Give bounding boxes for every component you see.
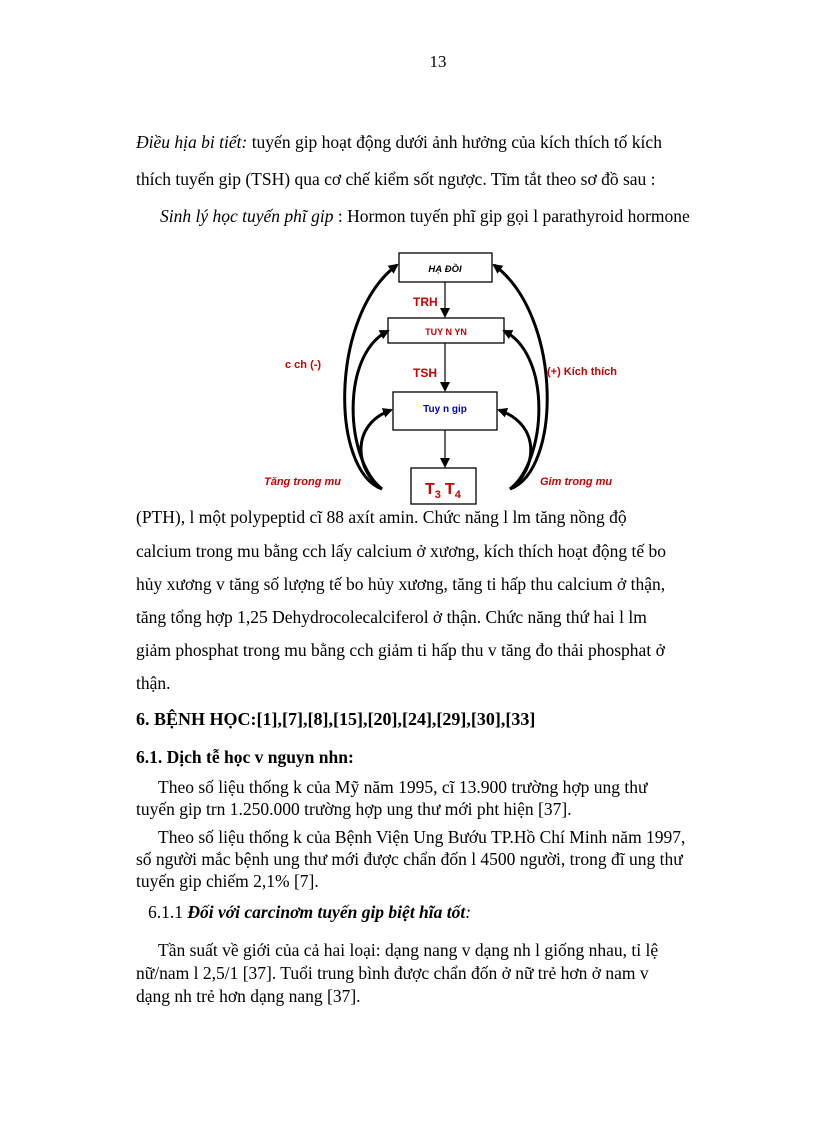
thyroid-label: Tuy n gip (423, 404, 467, 415)
stimulation-label: (+) Kích thích (547, 366, 617, 378)
para3-line2: calcium trong mu bằng cch lấy calcium ở xương, kích thích hoạt động tế bo (136, 541, 667, 561)
right-outer-feedback-arrow (494, 265, 547, 489)
para3-line3: hủy xương v tăng số lượng tế bo hủy xương, tăng ti hấp thu calcium ở thận, (136, 574, 666, 594)
left-outer-feedback-arrow (345, 265, 397, 489)
para4-line1: Theo số liệu thống k của Mỹ năm 1995, cĩ 13.900 trường hợp ung thư (158, 777, 648, 797)
subsection-6-1-1-heading (148, 902, 471, 923)
para1-label: Điều hịa bi tiết: (136, 132, 248, 152)
para5-line3: tuyến gip chiếm 2,1% [7]. (136, 871, 319, 891)
para5-line2: số người mắc bệnh ung thư mới được chẩn đốn l 4500 người, trong đĩ ung thư (136, 849, 683, 869)
para1-line2: thích tuyến gip (TSH) qua cơ chế kiểm sốt ngược. Tĩm tắt theo sơ đồ sau : (136, 169, 656, 189)
tsh-label: TSH (413, 366, 437, 380)
inhibition-label: c ch (-) (285, 359, 322, 371)
subsection-colon: : (465, 902, 472, 922)
pituitary-label: TUY N YN (425, 327, 467, 337)
subsection-title: Đối với carcinơm tuyến gip biệt hĩa tốt (187, 902, 466, 922)
para4-line2: tuyến gip trn 1.250.000 trường hợp ung thư mới pht hiện [37]. (136, 799, 572, 819)
para2-text: : Hormon tuyến phĩ gip gọi l parathyroid hormone (333, 206, 690, 226)
para3-line6: thận. (136, 673, 171, 693)
para6-line3: dạng nh trẻ hơn dạng nang [37]. (136, 986, 361, 1006)
hypothalamus-label: HẠ ĐỒI (428, 264, 462, 275)
thyroid-regulation-diagram (0, 0, 816, 520)
para3-line4: tăng tổng hợp 1,25 Dehydrocolecalciferol ở thận. Chức năng thứ hai l lm (136, 607, 647, 627)
page-number: 13 (429, 52, 447, 71)
section-6-heading: 6. BỆNH HỌC:[1],[7],[8],[15],[20],[24],[29],[30],[33] (136, 709, 536, 729)
para5-line1: Theo số liệu thống k của Bệnh Viện Ung Bướu TP.Hồ Chí Minh năm 1997, (158, 827, 686, 847)
trh-label: TRH (413, 295, 438, 309)
t3-t4-label: $T_3$ $T_4$ (425, 481, 461, 501)
para3-line1: (PTH), l một polypeptid cĩ 88 axít amin. Chức năng l lm tăng nồng độ (136, 507, 627, 527)
t3-t4-box (411, 468, 476, 504)
decrease-in-blood-label: Gim trong mu (540, 476, 613, 488)
subsection-number: 6.1.1 (148, 902, 188, 922)
increase-in-blood-label: Tăng trong mu (264, 476, 341, 488)
para6-line1: Tần suất về giới của cả hai loại: dạng nang v dạng nh l giống nhau, tỉ lệ (158, 940, 659, 960)
para2-label: Sinh lý học tuyến phĩ gip (160, 206, 334, 226)
para1-line1-text: tuyến gip hoạt động dưới ảnh hưởng của kích thích tố kích (247, 132, 662, 152)
para3-line5: giảm phosphat trong mu bằng cch giảm ti hấp thu v tăng đo thải phosphat ở (136, 640, 665, 660)
section-6-1-heading: 6.1. Dịch tễ học v nguyn nhn: (136, 747, 354, 767)
para6-line2: nữ/nam l 2,5/1 [37]. Tuổi trung bình được chẩn đốn ở nữ trẻ hơn ở nam v (136, 963, 649, 983)
